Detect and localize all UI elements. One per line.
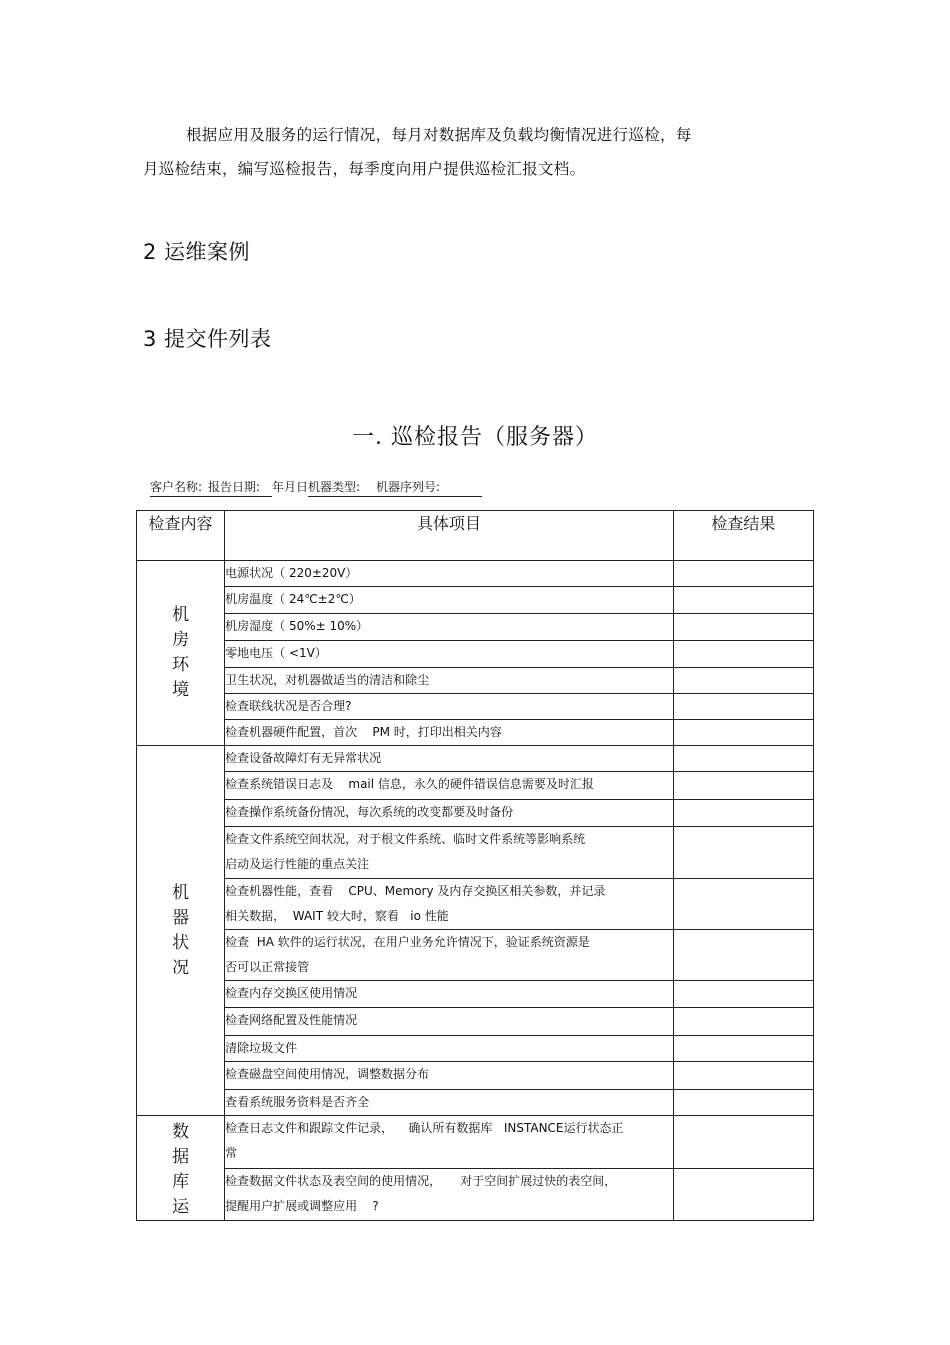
table-row — [137, 879, 814, 930]
result-cell[interactable] — [673, 772, 813, 800]
category-room — [137, 561, 225, 746]
result-cell[interactable] — [673, 614, 813, 641]
result-cell[interactable] — [673, 1036, 813, 1062]
inspection-table — [136, 510, 814, 1221]
item-cell: 检查数据文件状态及表空间的使用情况， 对于空间扩展过快的表空间， 提醒用户扩展或调整应用 ? — [225, 1168, 674, 1221]
table-row — [137, 981, 814, 1008]
table-row — [137, 930, 814, 981]
machine-type-label: 机器类型: — [308, 478, 376, 497]
table-row — [137, 641, 814, 668]
serial-label: 机器序列号: — [376, 478, 482, 497]
section-heading-2: 2 运维案例 — [143, 240, 251, 264]
report-date-label: 报告日期: — [208, 478, 272, 497]
category-label: 数据库运 — [172, 1122, 190, 1217]
result-cell[interactable] — [673, 800, 813, 827]
table-row — [137, 772, 814, 800]
result-cell[interactable] — [673, 1062, 813, 1090]
category-database — [137, 1116, 225, 1221]
table-row — [137, 746, 814, 772]
table-row — [137, 1168, 814, 1221]
result-cell[interactable] — [673, 587, 813, 614]
item-cell: 查看系统服务资料是否齐全 — [225, 1090, 674, 1116]
item-cell: 卫生状况，对机器做适当的清洁和除尘 — [225, 668, 674, 694]
result-cell[interactable] — [673, 1116, 813, 1169]
item-cell: 检查日志文件和跟踪文件记录， 确认所有数据库 INSTANCE运行状态正 常 — [225, 1116, 674, 1169]
report-meta — [150, 478, 482, 497]
item-cell: 零地电压（ <1V） — [225, 641, 674, 668]
item-cell: 清除垃圾文件 — [225, 1036, 674, 1062]
result-cell[interactable] — [673, 668, 813, 694]
table-row — [137, 694, 814, 720]
result-cell[interactable] — [673, 561, 813, 587]
item-cell: 检查设备故障灯有无异常状况 — [225, 746, 674, 772]
table-row — [137, 800, 814, 827]
category-machine — [137, 746, 225, 1116]
table-row — [137, 1062, 814, 1090]
report-title: 一. 巡检报告（服务器） — [352, 425, 598, 450]
table-row — [137, 668, 814, 694]
item-cell: 检查磁盘空间使用情况，调整数据分布 — [225, 1062, 674, 1090]
result-cell[interactable] — [673, 641, 813, 668]
result-cell[interactable] — [673, 1090, 813, 1116]
item-cell: 检查联线状况是否合理? — [225, 694, 674, 720]
intro-line-2: 月巡检结束，编写巡检报告，每季度向用户提供巡检汇报文档。 — [143, 160, 586, 178]
result-cell[interactable] — [673, 827, 813, 879]
table-row — [137, 827, 814, 879]
item-cell: 检查机器硬件配置，首次 PM 时，打印出相关内容 — [225, 720, 674, 746]
result-cell[interactable] — [673, 981, 813, 1008]
table-row — [137, 1090, 814, 1116]
intro-paragraph — [143, 118, 773, 186]
item-cell: 机房湿度（ 50%± 10%） — [225, 614, 674, 641]
date-value: 年月日 — [272, 480, 309, 494]
table-row — [137, 720, 814, 746]
section-heading-3: 3 提交件列表 — [143, 327, 272, 351]
result-cell[interactable] — [673, 746, 813, 772]
result-cell[interactable] — [673, 1168, 813, 1221]
header-item: 具体项目 — [225, 511, 674, 561]
intro-line-1: 根据应用及服务的运行情况，每月对数据库及负载均衡情况进行巡检，每 — [186, 126, 692, 144]
item-cell: 检查系统错误日志及 mail 信息，永久的硬件错误信息需要及时汇报 — [225, 772, 674, 800]
table-row — [137, 1036, 814, 1062]
result-cell[interactable] — [673, 879, 813, 930]
result-cell[interactable] — [673, 1008, 813, 1036]
table-row — [137, 1116, 814, 1169]
table-row — [137, 614, 814, 641]
result-cell[interactable] — [673, 720, 813, 746]
item-cell: 检查操作系统备份情况，每次系统的改变都要及时备份 — [225, 800, 674, 827]
item-cell: 检查内存交换区使用情况 — [225, 981, 674, 1008]
table-row — [137, 561, 814, 587]
item-cell: 机房温度（ 24℃±2℃） — [225, 587, 674, 614]
item-cell: 电源状况（ 220±20V） — [225, 561, 674, 587]
item-cell: 检查网络配置及性能情况 — [225, 1008, 674, 1036]
header-result: 检查结果 — [673, 511, 813, 561]
item-cell: 检查文件系统空间状况，对于根文件系统、临时文件系统等影响系统 启动及运行性能的重点关注 — [225, 827, 674, 879]
item-cell: 检查机器性能，查看 CPU、Memory 及内存交换区相关参数，并记录 相关数据， WAIT 较大时，察看 io 性能 — [225, 879, 674, 930]
header-check-content: 检查内容 — [137, 511, 225, 561]
table-row — [137, 587, 814, 614]
item-cell: 检查 HA 软件的运行状况，在用户业务允许情况下，验证系统资源是 否可以正常接管 — [225, 930, 674, 981]
category-label: 机房环境 — [172, 605, 190, 700]
customer-label: 客户名称: — [150, 478, 208, 497]
result-cell[interactable] — [673, 930, 813, 981]
category-label: 机器状况 — [172, 882, 190, 978]
table-header-row — [137, 511, 814, 561]
table-row — [137, 1008, 814, 1036]
result-cell[interactable] — [673, 694, 813, 720]
